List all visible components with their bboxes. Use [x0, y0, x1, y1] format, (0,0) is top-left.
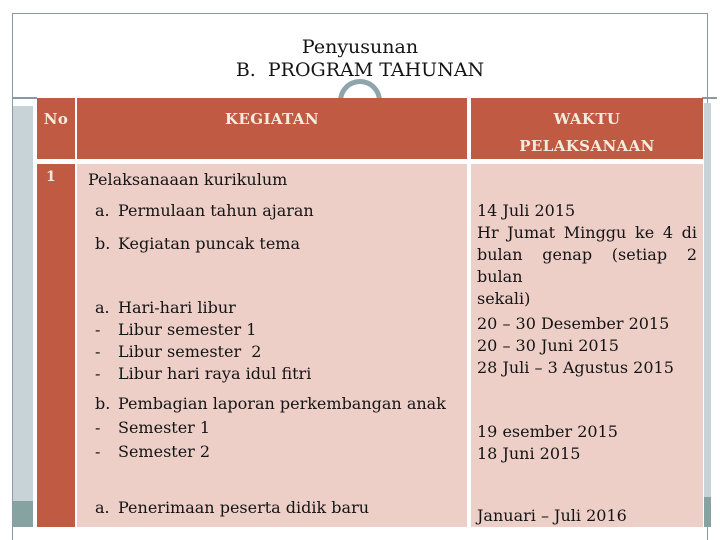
waktu-text: sekali)	[477, 289, 531, 308]
kegiatan-item	[77, 200, 467, 222]
left-accent-bar-cap	[13, 501, 33, 527]
kegiatan-item	[77, 319, 467, 341]
kegiatan-item	[77, 297, 467, 319]
section-2-kegiatan	[77, 196, 467, 296]
item-text: Permulaan tahun ajaran	[118, 201, 314, 220]
item-text: Libur semester 2	[118, 342, 262, 361]
section-1-waktu	[471, 164, 703, 196]
item-text: Semester 1	[118, 418, 211, 437]
kegiatan-item	[77, 341, 467, 363]
row-number-cell	[37, 164, 75, 527]
row-number: 1	[46, 169, 56, 185]
waktu-cell	[471, 164, 703, 527]
theme-line-right	[702, 97, 717, 99]
waktu-text: 14 Juli 2015	[477, 201, 576, 220]
item-text: Pembagian laporan perkembangan anak	[118, 394, 446, 413]
header-cell-waktu	[471, 98, 703, 159]
kegiatan-cell	[77, 164, 467, 527]
header-kegiatan-label: KEGIATAN	[224, 110, 319, 128]
section-2-waktu	[471, 196, 703, 308]
item-text: Semester 2	[118, 442, 211, 461]
right-accent-bar-cap	[704, 497, 711, 527]
header-waktu-label: WAKTU	[553, 110, 621, 128]
item-text: Hari-hari libur	[118, 298, 236, 317]
header-cell-kegiatan	[77, 98, 467, 159]
header-no-label: No	[43, 110, 69, 128]
section-5-kegiatan	[77, 490, 467, 527]
section-1-kegiatan	[77, 164, 467, 196]
waktu-text: Januari – Juli 2016	[477, 506, 627, 525]
waktu-text: 28 Juli – 3 Agustus 2015	[477, 358, 674, 377]
kegiatan-item	[77, 441, 467, 463]
item-text: Libur hari raya idul fitri	[118, 364, 312, 383]
item-marker: -	[95, 442, 101, 461]
item-marker: -	[95, 364, 101, 383]
section-4-waktu	[471, 390, 703, 490]
item-text: Penerimaan peserta didik baru	[118, 498, 370, 517]
header-cell-no	[37, 98, 75, 159]
waktu-text: Hr Jumat Minggu ke 4 di	[477, 223, 697, 242]
waktu-text: 19 esember 2015	[477, 422, 618, 441]
item-marker: a.	[95, 201, 110, 220]
kegiatan-item	[77, 417, 467, 439]
kegiatan-item	[77, 393, 467, 415]
item-marker: a.	[95, 498, 110, 517]
item-text: Kegiatan puncak tema	[118, 234, 300, 253]
kegiatan-item	[77, 363, 467, 385]
item-marker: a.	[95, 298, 110, 317]
section-5-waktu	[471, 490, 703, 527]
item-marker: -	[95, 342, 101, 361]
title-line-2: B. PROGRAM TAHUNAN	[235, 59, 485, 81]
kegiatan-row-title: Pelaksanaaan kurikulum	[88, 170, 288, 189]
section-3-kegiatan	[77, 296, 467, 390]
item-marker: b.	[95, 394, 111, 413]
section-3-waktu	[471, 296, 703, 390]
waktu-text: bulan genap (setiap 2 bulan	[477, 245, 697, 286]
slide-title	[0, 36, 720, 82]
item-marker: -	[95, 418, 101, 437]
item-marker: -	[95, 320, 101, 339]
section-4-kegiatan	[77, 390, 467, 490]
waktu-text: 20 – 30 Desember 2015	[477, 314, 670, 333]
title-line-1: Penyusunan	[301, 36, 419, 58]
item-text: Libur semester 1	[118, 320, 257, 339]
item-marker: b.	[95, 234, 111, 253]
right-accent-bar	[704, 103, 711, 497]
left-accent-bar	[13, 106, 33, 501]
kegiatan-item	[77, 233, 467, 255]
waktu-text: 20 – 30 Juni 2015	[477, 336, 619, 355]
header-pelaksanaan-label: PELAKSANAAN	[519, 137, 655, 155]
waktu-text: 18 Juni 2015	[477, 444, 581, 463]
theme-line-left	[13, 97, 37, 99]
kegiatan-item	[77, 497, 467, 519]
